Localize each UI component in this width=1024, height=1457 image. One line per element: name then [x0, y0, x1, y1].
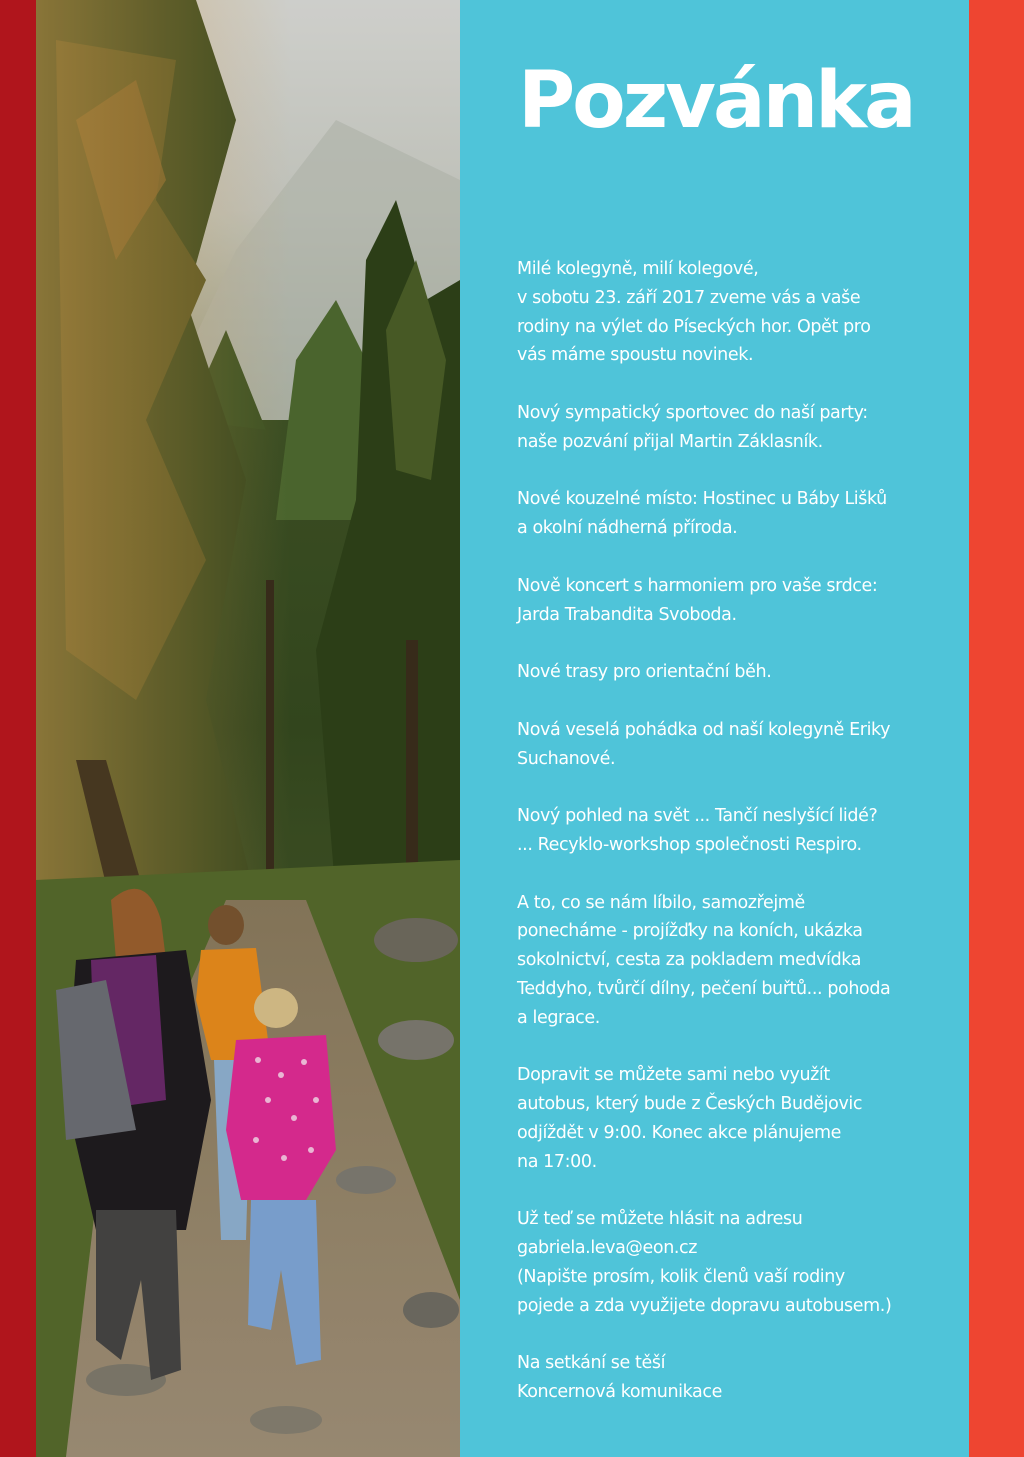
paragraph-activities: A to, co se nám líbilo, samozřejmě ponecháme - projížďky na koních, ukázka sokolnictví, cesta za pokladem medvídka Teddyho, tvůrčí dílny, pečení buřtů... pohoda a legrace.: [517, 892, 891, 1028]
paragraph-orienteering: Nové trasy pro orientační běh.: [517, 662, 772, 683]
paragraph-signature: Na setkání se těší Koncernová komunikace: [517, 1353, 722, 1403]
paragraph-greeting: Milé kolegyně, milí kolegové, v sobotu 23. září 2017 zveme vás a vaše rodiny na výlet do Píseckých hor. Opět pro vás máme spoustu novinek.: [517, 259, 871, 366]
invitation-title: Pozvánka: [518, 56, 914, 146]
paragraph-sportsman: Nový sympatický sportovec do naší party: naše pozvání přijal Martin Záklasník.: [517, 402, 868, 452]
paragraph-new-view: Nový pohled na svět ... Tančí neslyšící lidé? ... Recyklo-workshop společnosti Respiro.: [517, 806, 878, 855]
invitation-body: [517, 255, 957, 1407]
right-red-stripe: [969, 0, 1024, 1457]
hiking-family-photo: [36, 0, 460, 1457]
invitation-panel: [460, 0, 969, 1457]
left-red-stripe: [0, 0, 36, 1457]
paragraph-transport: Dopravit se můžete sami nebo využít autobus, který bude z Českých Budějovic odjíždět v 9:00. Konec akce plánujeme na 17:00.: [517, 1065, 863, 1172]
paragraph-registration: Už teď se můžete hlásit na adresu gabriela.leva@eon.cz (Napište prosím, kolik členů vaší rodiny pojede a zda využijete dopravu autobusem.): [517, 1209, 892, 1316]
paragraph-fairy-tale: Nová veselá pohádka od naší kolegyně Eriky Suchanové.: [517, 719, 891, 769]
paragraph-venue: Nové kouzelné místo: Hostinec u Báby Lišků a okolní nádherná příroda.: [517, 489, 887, 539]
paragraph-concert: Nově koncert s harmoniem pro vaše srdce: Jarda Trabandita Svoboda.: [517, 575, 878, 625]
